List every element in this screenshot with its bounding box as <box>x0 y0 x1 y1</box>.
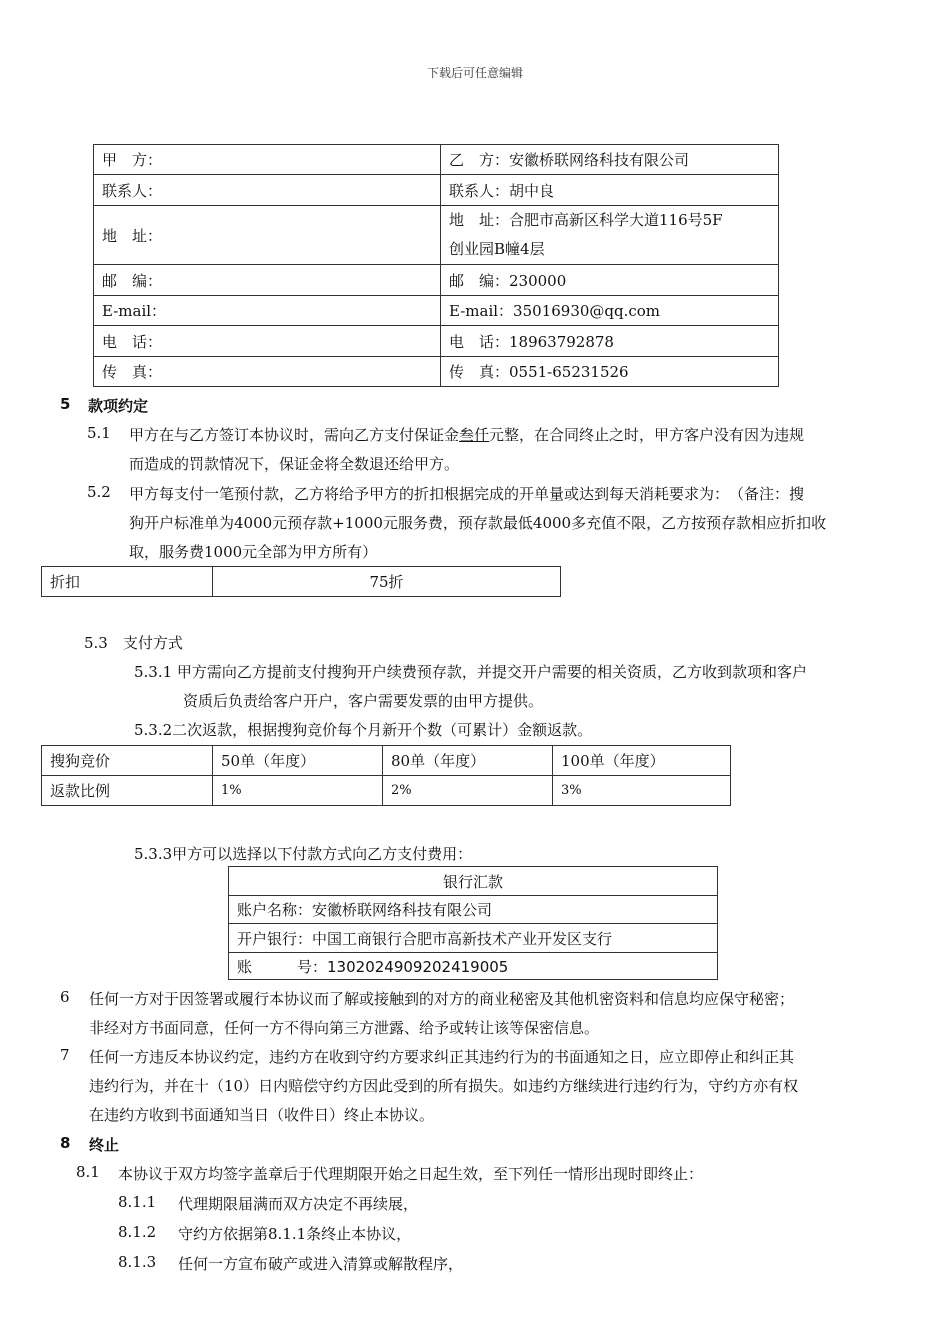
bank-table <box>228 866 718 980</box>
clause-8-1-number: 8.1 <box>76 1163 100 1181</box>
clause-5-2-line2: 狗开户标准单为4000元预存款+1000元服务费，预存款最低4000多充值不限，乙方按预存款相应折扣收 <box>129 514 827 532</box>
party-a-postcode: 邮 编： <box>94 265 441 296</box>
discount-table <box>41 566 561 597</box>
party-a-phone: 电 话： <box>94 326 441 357</box>
bank-title: 银行汇款 <box>229 867 718 896</box>
party-a-contact: 联系人： <box>94 175 441 206</box>
party-b-postcode: 邮 编：230000 <box>441 265 779 296</box>
clause-8-1-3-text: 任何一方宣布破产或进入清算或解散程序， <box>178 1255 464 1273</box>
clause-5-2-number: 5.2 <box>87 483 111 501</box>
clause-5-3-1-line1: 5.3.1 甲方需向乙方提前支付搜狗开户续费预存款，并提交开户需要的相关资质，乙方收到款项和客户 <box>134 663 807 681</box>
rebate-row-label: 返款比例 <box>42 776 213 806</box>
section-5-number: 5 <box>60 395 71 413</box>
clause-8-1-2-number: 8.1.2 <box>118 1223 157 1241</box>
bank-account-number: 1302024909202419005 <box>327 957 509 976</box>
discount-label: 折扣 <box>42 567 213 597</box>
clause-8-1-3-number: 8.1.3 <box>118 1253 157 1271</box>
deposit-amount: 叁仟 <box>459 426 490 444</box>
bank-account-label: 账 号： <box>237 957 328 976</box>
contacts-table <box>93 144 779 387</box>
page-header: 下载后可任意编辑 <box>426 66 523 80</box>
section-7-line2: 违约行为，并在十（10）日内赔偿守约方因此受到的所有损失。如违约方继续进行违约行为，守约方亦有权 <box>89 1077 799 1095</box>
clause-5-1-number: 5.1 <box>87 424 111 442</box>
clause-5-1-line1: 甲方在与乙方签订本协议时，需向乙方支付保证金叁仟元整，在合同终止之时，甲方客户没有因为违规 <box>129 426 805 444</box>
rebate-rate-100: 3% <box>553 776 731 806</box>
party-b-address-line2: 创业园B幢4层 <box>449 240 545 258</box>
clause-8-1-2-text: 守约方依据第8.1.1条终止本协议， <box>178 1225 412 1243</box>
section-7-line3: 在违约方收到书面通知当日（收件日）终止本协议。 <box>89 1106 435 1124</box>
clause-5-3-3: 5.3.3甲方可以选择以下付款方式向乙方支付费用： <box>134 845 473 863</box>
clause-5-3-2: 5.3.2二次返款，根据搜狗竞价每个月新开个数（可累计）金额返款。 <box>134 721 593 739</box>
section-8-title: 终止 <box>89 1136 120 1154</box>
section-7-number: 7 <box>60 1046 70 1064</box>
party-b-fax: 传 真：0551-65231526 <box>441 357 779 387</box>
clause-5-2-line3: 取，服务费1000元全部为甲方所有） <box>129 543 378 561</box>
clause-5-3-1-line2: 资质后负责给客户开户，客户需要发票的由甲方提供。 <box>183 692 544 710</box>
rebate-rate-50: 1% <box>213 776 383 806</box>
rebate-header-2: 80单（年度） <box>383 746 553 776</box>
bank-account-name: 账户名称：安徽桥联网络科技有限公司 <box>229 896 718 924</box>
section-6-number: 6 <box>60 988 70 1006</box>
rebate-header-0: 搜狗竞价 <box>42 746 213 776</box>
rebate-header-1: 50单（年度） <box>213 746 383 776</box>
clause-5-2-line1: 甲方每支付一笔预付款，乙方将给予甲方的折扣根据完成的开单量或达到每天消耗要求为： （备注：搜 <box>129 485 805 503</box>
bank-branch: 开户银行：中国工商银行合肥市高新技术产业开发区支行 <box>229 924 718 953</box>
party-b-address-line1: 地 址：合肥市高新区科学大道116号5F <box>449 211 723 229</box>
clause-8-1-1-text: 代理期限届满而双方决定不再续展， <box>178 1195 419 1213</box>
clause-5-1-line2: 而造成的罚款情况下，保证金将全数退还给甲方。 <box>129 455 460 473</box>
section-6-line2: 非经对方书面同意，任何一方不得向第三方泄露、给予或转让该等保密信息。 <box>89 1019 600 1037</box>
party-a-label: 甲 方： <box>94 145 441 175</box>
section-7-line1: 任何一方违反本协议约定，违约方在收到守约方要求纠正其违约行为的书面通知之日，应立即停止和纠正其 <box>89 1048 795 1066</box>
party-b-address <box>441 206 779 265</box>
section-8-number: 8 <box>60 1134 71 1152</box>
party-a-address: 地 址： <box>94 206 441 265</box>
bank-account-number-cell <box>229 953 718 980</box>
party-b-phone: 电 话：18963792878 <box>441 326 779 357</box>
party-a-fax: 传 真： <box>94 357 441 387</box>
rebate-table <box>41 745 731 806</box>
discount-value: 75折 <box>213 567 561 597</box>
section-5-title: 款项约定 <box>88 397 149 415</box>
rebate-header-3: 100单（年度） <box>553 746 731 776</box>
party-a-email: E-mail： <box>94 296 441 326</box>
clause-8-1-text: 本协议于双方均签字盖章后于代理期限开始之日起生效，至下列任一情形出现时即终止： <box>118 1165 704 1183</box>
clause-5-3: 5.3 支付方式 <box>84 634 183 652</box>
rebate-rate-80: 2% <box>383 776 553 806</box>
party-b-email: E-mail：35016930@qq.com <box>441 296 779 326</box>
clause-8-1-1-number: 8.1.1 <box>118 1193 157 1211</box>
section-6-line1: 任何一方对于因签署或履行本协议而了解或接触到的对方的商业秘密及其他机密资料和信息均应保守秘密； <box>89 990 795 1008</box>
party-b-name: 乙 方：安徽桥联网络科技有限公司 <box>441 145 779 175</box>
party-b-contact: 联系人：胡中良 <box>441 175 779 206</box>
